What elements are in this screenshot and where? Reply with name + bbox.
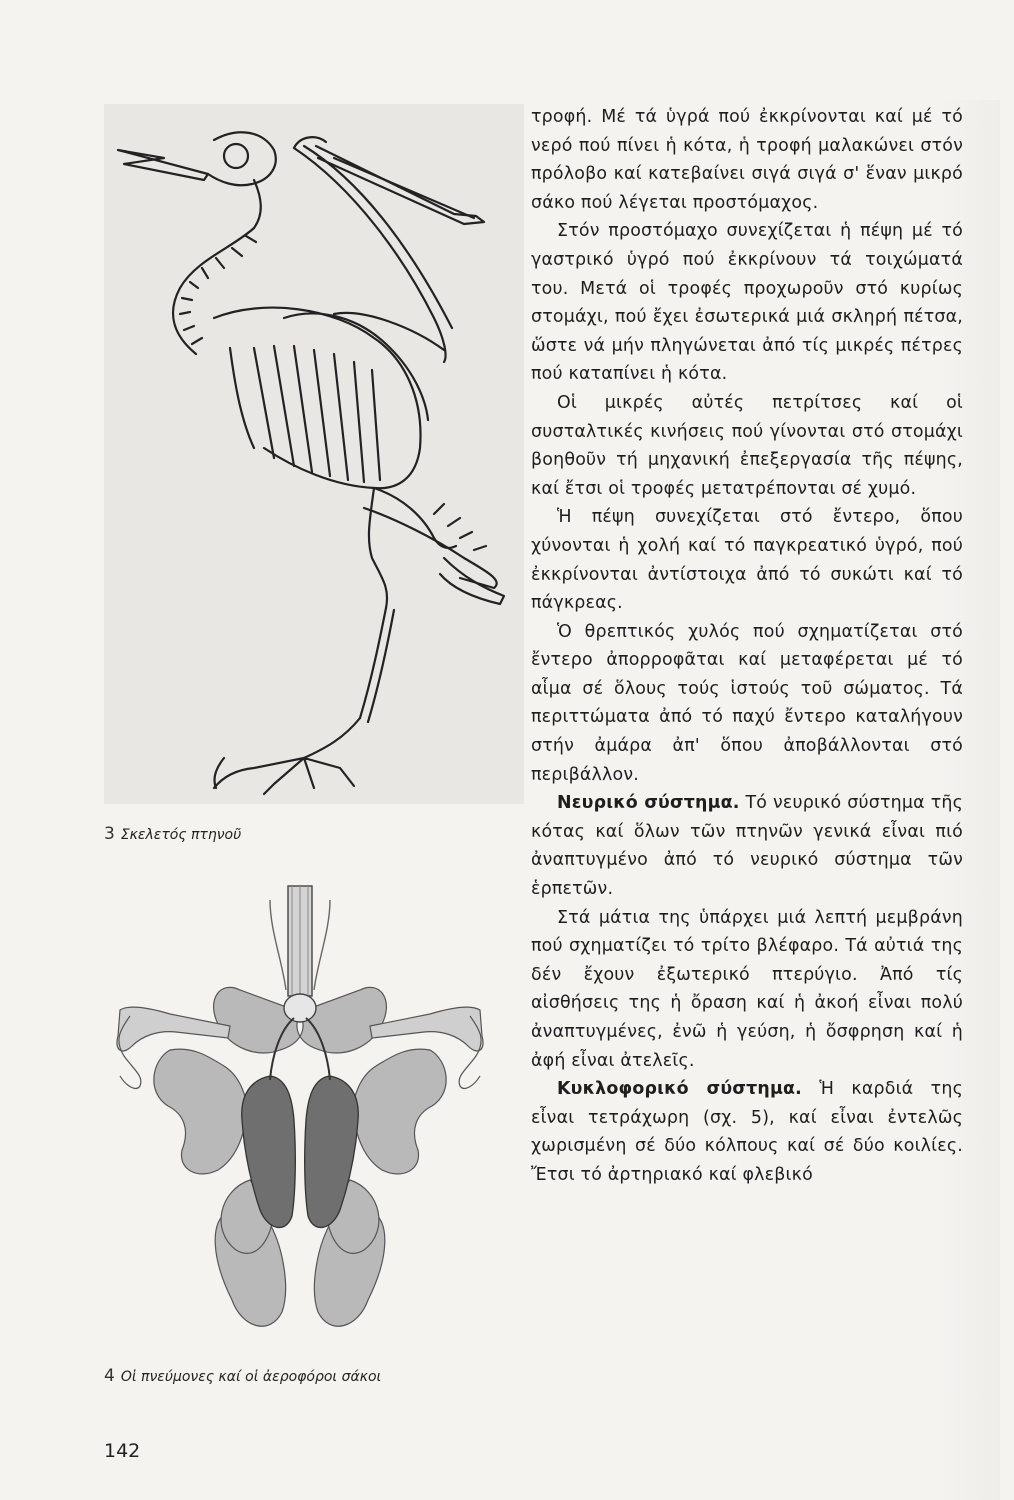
paragraph-4-text: Ἡ πέψη συνεχίζεται στό ἔντερο, ὅπου χύνονται ἡ χολή καί τό παγκρεατικό ὑγρό, πού ἐκκρίνονται ἀντίστοιχα ἀπό τό συκώτι καί τό πάγκρεας. [531,507,963,614]
figure-4-caption-text: Οἱ πνεύμονες καί οἱ ἀεροφόροι σάκοι [120,1369,382,1385]
foot [214,758,354,794]
paragraph-1-text: τροφή. Μέ τά ὑγρά πού ἐκκρίνονται καί μέ τό νερό πού πίνει ἡ κότα, ἡ τροφή μαλακώνει στόν πρόλοβο καί κατεβαίνει σιγά σιγά σ' ἕναν μικρό σάκο πού λέγεται προστόμαχος. [531,107,963,213]
section-heading-circulatory-system: Κυκλοφορικό σύστημα. [557,1079,802,1100]
figure-4-number: 4 [104,1366,115,1386]
femur [369,488,387,608]
body-text-column [531,103,963,1190]
section-heading-nervous-system: Νευρικό σύστημα. [557,793,740,814]
trachea [270,886,330,1022]
paragraph-3-text: Οἱ μικρές αὐτές πετρίτσες καί οἱ συσταλτικές κινήσεις πού γίνονται στό στομάχι βοηθοῦν τή μηχανική ἐπεξεργασία τῆς πέψης, καί ἔτσι οἱ τροφές μετατρέπονται σέ χυμό. [531,392,963,499]
paragraph-7 [531,904,963,1076]
lungs-airsacs-figure [100,880,500,1350]
paragraph-1 [531,103,963,217]
figure-3-number: 3 [104,824,115,844]
syrinx [284,994,316,1022]
neck [173,228,254,354]
paragraph-8-text: Ἡ καρδιά της εἶναι τετράχωρη (σχ. 5), καί εἶναι ἐντελῶς χωρισμένη σέ δύο κόλπους καί σέ δύο κοιλίες. Ἔτσι τό ἀρτηριακό καί φλεβικό [531,1079,963,1185]
paragraph-2-text: Στόν προστόμαχο συνεχίζεται ἡ πέψη μέ τό γαστρικό ὑγρό πού ἐκκρίνουν τά τοιχώματά του. Μετά οἱ τροφές προχωροῦν στό κυρίως στομάχι, πού ἔχει ἐσωτερικά μιά σκληρή πέτσα, ὥστε νά μήν πληγώνεται ἀπό τίς μικρές πέτρες πού καταπίνει ἡ κότα. [531,221,963,385]
figure-3-caption-text: Σκελετός πτηνοῦ [120,827,242,843]
page-number: 142 [104,1440,141,1462]
paragraph-5-text: Ὁ θρεπτικός χυλός πού σχηματίζεται στό ἔντερο ἀπορροφᾶται καί μεταφέρεται μέ τό αἷμα σέ ὅλους τούς ἱστούς τοῦ σώματος. Τά περιττώματα ἀπό τό παχύ ἔντερο καταλήγουν στήν ἀμάρα ἀπ' ὅπου ἀποβάλλονται στό περιβάλλον. [531,621,963,785]
figure-4-caption [104,1366,381,1386]
eye-socket [224,144,248,168]
airsac-right-arm [370,1007,483,1051]
paragraph-4 [531,503,963,617]
bird-skeleton-figure [104,118,514,798]
airsac-right-upper [353,1049,446,1174]
figure-3-caption [104,824,241,844]
tarsus [304,718,360,758]
paragraph-3 [531,389,963,503]
ribcage [214,308,421,489]
tail-bones [440,558,504,604]
paragraph-nervous-system [531,789,963,903]
paragraph-7-text: Στά μάτια της ὑπάρχει μιά λεπτή μεμβράνη πού σχηματίζει τό τρίτο βλέφαρο. Τά αὐτιά της δέν ἔχουν ἐξωτερικό πτερύγιο. Ἀπό τίς αἰσθήσεις της ἡ ὄραση καί ἡ ἀκοή εἶναι πολύ ἀναπτυγμένες, ἐνῶ ἡ γεύση, ἡ ὄσφρηση καί ἡ ἀφή εἶναι ἀτελεῖς. [531,907,963,1071]
airsac-left-upper [154,1049,247,1174]
skull [208,132,276,185]
airsac-left-arm [117,1007,230,1051]
paragraph-circulatory-system [531,1075,963,1189]
paragraph-5 [531,618,963,790]
paragraph-6-text: Τό νευρικό σύστημα τῆς κότας καί ὅλων τῶν πτηνῶν γενικά εἶναι πιό ἀναπτυγμένο ἀπό τό νευρικό σύστημα τῶν ἑρπετῶν. [531,793,963,900]
paragraph-2 [531,217,963,389]
beak [118,150,208,180]
pelvis [374,488,456,548]
